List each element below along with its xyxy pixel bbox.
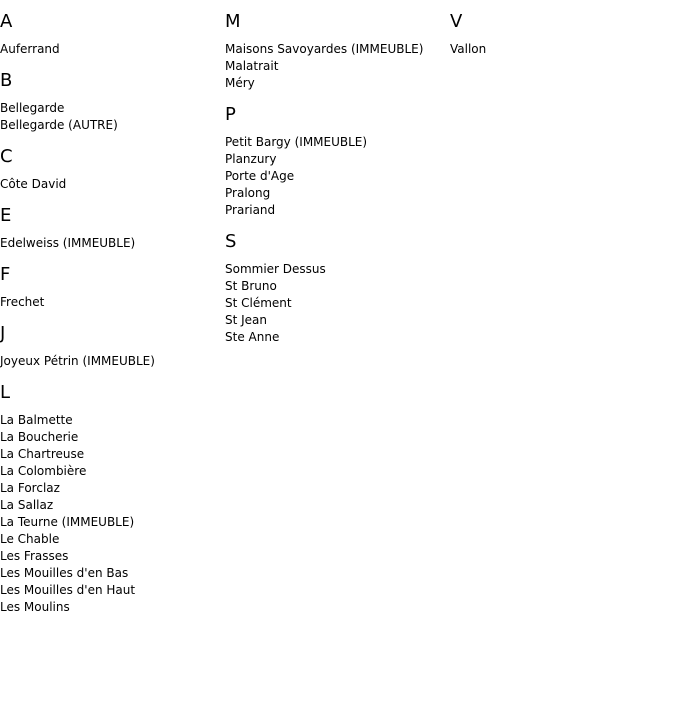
list-item[interactable]: Le Chable: [0, 532, 60, 546]
list-item[interactable]: La Sallaz: [0, 498, 54, 512]
list-item[interactable]: St Clément: [225, 296, 292, 310]
entry-list: [0, 353, 225, 370]
entry-list: [450, 41, 675, 58]
list-item[interactable]: Côte David: [0, 177, 67, 191]
list-item[interactable]: Pralong: [225, 186, 271, 200]
list-item[interactable]: La Forclaz: [0, 481, 60, 495]
letter-heading: F: [0, 264, 11, 285]
entry-list: [0, 100, 225, 134]
entry-list: [0, 412, 225, 616]
entry-list: [225, 134, 450, 219]
list-item[interactable]: Edelweiss (IMMEUBLE): [0, 236, 136, 250]
list-item[interactable]: Les Mouilles d'en Bas: [0, 566, 129, 580]
letter-group-p: [225, 104, 450, 219]
list-item[interactable]: Bellegarde: [0, 101, 65, 115]
list-item[interactable]: Porte d'Age: [225, 169, 295, 183]
letter-heading: V: [450, 11, 463, 32]
letter-heading: J: [0, 323, 6, 344]
letter-group-j: [0, 323, 225, 370]
index-column-2: [225, 0, 450, 358]
letter-heading: P: [225, 104, 237, 125]
list-item[interactable]: Sommier Dessus: [225, 262, 326, 276]
letter-group-c: [0, 146, 225, 193]
list-item[interactable]: Joyeux Pétrin (IMMEUBLE): [0, 354, 155, 368]
entry-list: [0, 176, 225, 193]
letter-heading: S: [225, 231, 237, 252]
index-column-3: [450, 0, 675, 70]
list-item[interactable]: Vallon: [450, 42, 487, 56]
letter-group-l: [0, 382, 225, 616]
entry-list: [225, 41, 450, 92]
list-item[interactable]: Bellegarde (AUTRE): [0, 118, 118, 132]
list-item[interactable]: St Jean: [225, 313, 268, 327]
list-item[interactable]: La Chartreuse: [0, 447, 85, 461]
letter-heading: E: [0, 205, 12, 226]
letter-group-f: [0, 264, 225, 311]
letter-group-a: [0, 11, 225, 58]
list-item[interactable]: Malatrait: [225, 59, 279, 73]
list-item[interactable]: Les Mouilles d'en Haut: [0, 583, 136, 597]
list-item[interactable]: Frechet: [0, 295, 45, 309]
list-item[interactable]: Les Frasses: [0, 549, 69, 563]
entry-list: [0, 235, 225, 252]
entry-list: [225, 261, 450, 346]
list-item[interactable]: Prariand: [225, 203, 276, 217]
list-item[interactable]: Maisons Savoyardes (IMMEUBLE): [225, 42, 424, 56]
list-item[interactable]: La Boucherie: [0, 430, 79, 444]
entry-list: [0, 41, 225, 58]
index-column-1: [0, 0, 225, 628]
list-item[interactable]: St Bruno: [225, 279, 277, 293]
letter-group-v: [450, 11, 675, 58]
letter-heading: M: [225, 11, 242, 32]
letter-heading: A: [0, 11, 13, 32]
letter-group-s: [225, 231, 450, 346]
list-item[interactable]: La Colombière: [0, 464, 87, 478]
list-item[interactable]: Planzury: [225, 152, 277, 166]
list-item[interactable]: La Balmette: [0, 413, 73, 427]
letter-heading: C: [0, 146, 14, 167]
letter-heading: L: [0, 382, 11, 403]
letter-group-e: [0, 205, 225, 252]
list-item[interactable]: Méry: [225, 76, 255, 90]
list-item[interactable]: Auferrand: [0, 42, 60, 56]
letter-heading: B: [0, 70, 13, 91]
list-item[interactable]: Les Moulins: [0, 600, 70, 614]
entry-list: [0, 294, 225, 311]
letter-group-m: [225, 11, 450, 92]
letter-group-b: [0, 70, 225, 134]
list-item[interactable]: La Teurne (IMMEUBLE): [0, 515, 135, 529]
list-item[interactable]: Ste Anne: [225, 330, 280, 344]
list-item[interactable]: Petit Bargy (IMMEUBLE): [225, 135, 368, 149]
